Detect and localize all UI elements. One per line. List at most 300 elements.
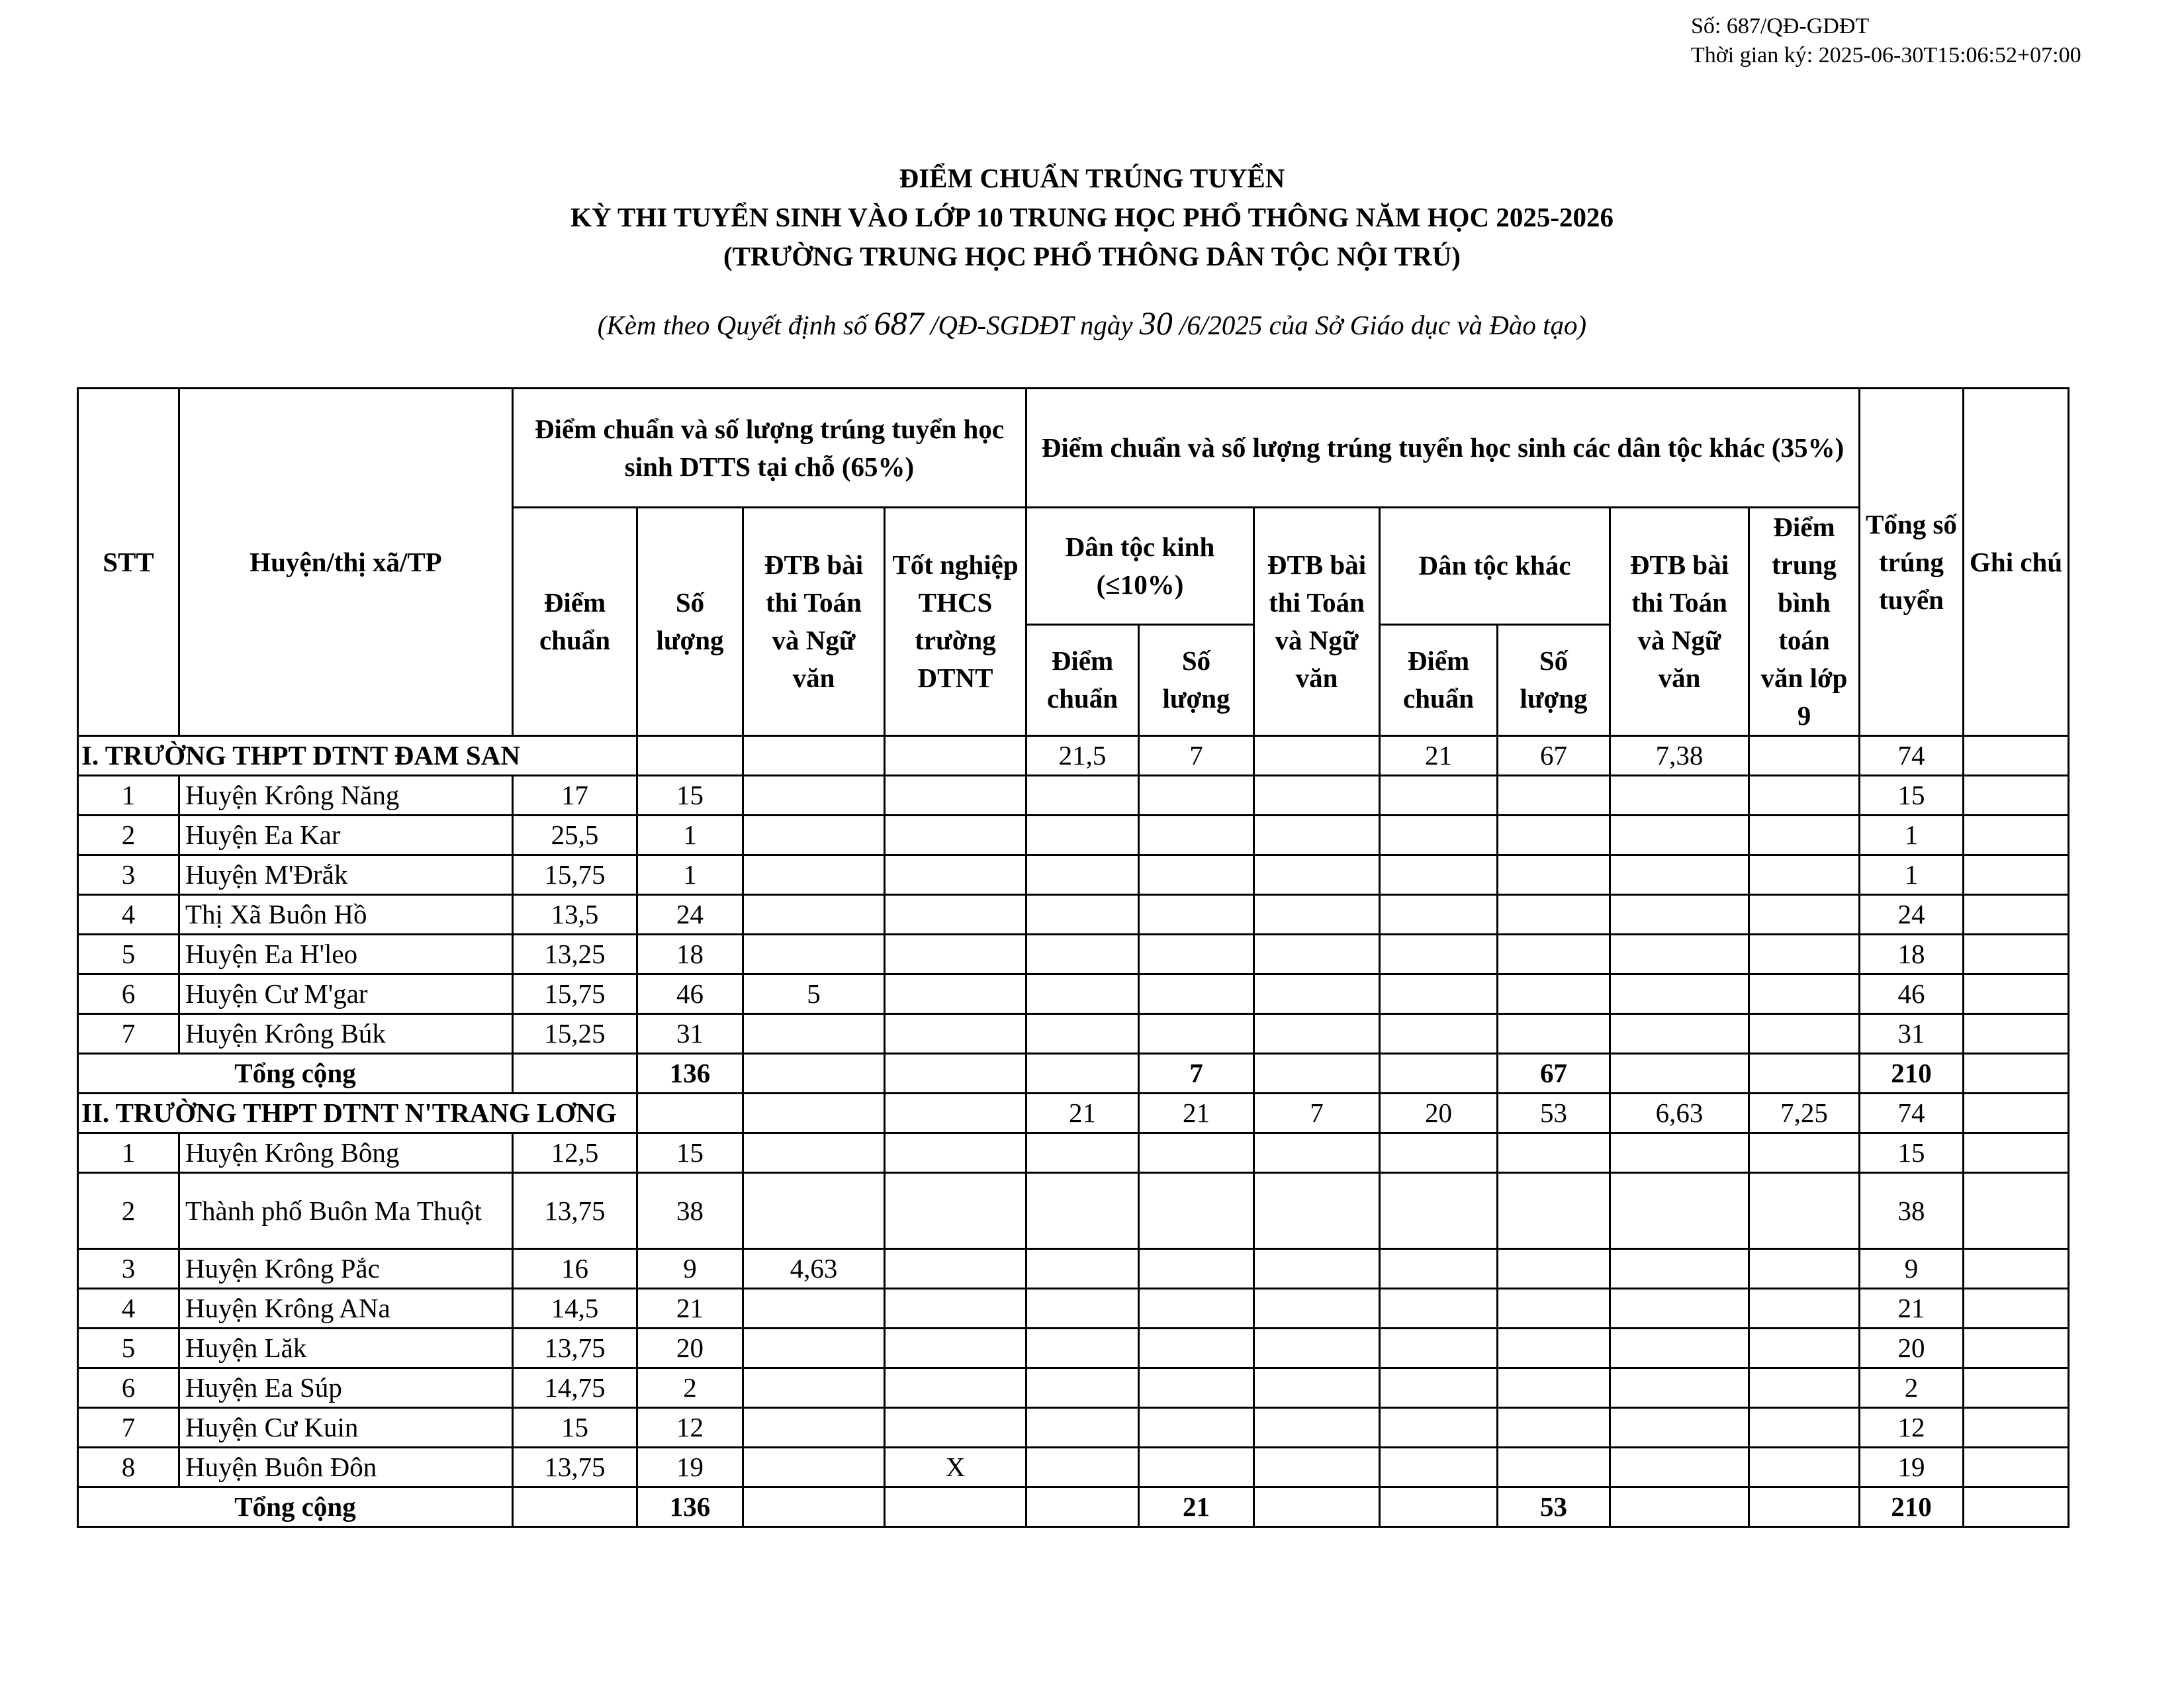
total-cell: 136 [637, 1487, 743, 1527]
total-cell [1610, 1487, 1749, 1527]
table-cell [1254, 736, 1380, 776]
header-kinh-diem: Điểm chuẩn [1026, 624, 1139, 735]
table-cell [1749, 895, 1860, 935]
table-cell [743, 736, 885, 776]
table-cell [1610, 1289, 1749, 1329]
header-dtb: ĐTB bài thi Toán và Ngữ văn [743, 508, 885, 736]
table-row [78, 1249, 2069, 1289]
row-stt: 8 [78, 1448, 179, 1487]
table-cell: 6,63 [1610, 1094, 1749, 1133]
header-stt: STT [78, 389, 179, 736]
table-cell [1498, 816, 1610, 855]
table-row [78, 1173, 2069, 1249]
table-cell [1026, 974, 1139, 1014]
table-cell [1026, 1249, 1139, 1289]
table-cell [1139, 974, 1254, 1014]
table-cell [1498, 935, 1610, 974]
header-kinh: Dân tộc kinh (≤10%) [1026, 508, 1254, 625]
table-body [78, 736, 2069, 1527]
table-cell: 17 [513, 776, 637, 816]
table-cell: 9 [1860, 1249, 1964, 1289]
table-cell [1964, 855, 2069, 895]
table-cell [1964, 1289, 2069, 1329]
table-cell [1026, 776, 1139, 816]
row-stt: 7 [78, 1408, 179, 1448]
table-cell [1026, 1014, 1139, 1054]
table-cell [1380, 855, 1498, 895]
table-cell [885, 1289, 1026, 1329]
table-cell [1498, 1448, 1610, 1487]
table-cell [1964, 736, 2069, 776]
title-line-2: KỲ THI TUYỂN SINH VÀO LỚP 10 TRUNG HỌC PHỔ THÔNG NĂM HỌC 2025-2026 [570, 202, 1614, 232]
table-cell [1139, 895, 1254, 935]
table-cell [1139, 935, 1254, 974]
table-cell [1254, 935, 1380, 974]
table-cell: 21 [1380, 736, 1498, 776]
table-cell [1139, 1408, 1254, 1448]
table-row [78, 895, 2069, 935]
table-cell: 53 [1498, 1094, 1610, 1133]
table-row [78, 1133, 2069, 1173]
table-cell [1380, 776, 1498, 816]
table-cell: 15 [1860, 1133, 1964, 1173]
table-cell [1749, 1133, 1860, 1173]
table-cell: 5 [743, 974, 885, 1014]
table-cell [1964, 895, 2069, 935]
table-cell [1498, 1173, 1610, 1249]
row-district: Thị Xã Buôn Hồ [179, 895, 513, 935]
table-cell [1498, 1408, 1610, 1448]
header-note: Ghi chú [1964, 389, 2069, 736]
table-cell: 15 [1860, 776, 1964, 816]
decision-no: 687 [874, 305, 924, 342]
total-cell: 210 [1860, 1487, 1964, 1527]
table-cell: 4,63 [743, 1249, 885, 1289]
total-cell [743, 1487, 885, 1527]
row-district: Huyện Buôn Đôn [179, 1448, 513, 1487]
table-cell [1964, 935, 2069, 974]
total-cell: 7 [1139, 1054, 1254, 1094]
total-cell [1026, 1487, 1139, 1527]
table-cell [1498, 974, 1610, 1014]
table-cell [1964, 1329, 2069, 1368]
table-cell [1254, 1368, 1380, 1408]
table-cell [1254, 1133, 1380, 1173]
total-cell [1964, 1054, 2069, 1094]
table-cell [1254, 1249, 1380, 1289]
table-cell [1964, 1368, 2069, 1408]
total-cell [513, 1054, 637, 1094]
total-cell: 136 [637, 1054, 743, 1094]
table-cell: 20 [1380, 1094, 1498, 1133]
row-district: Huyện Cư Kuin [179, 1408, 513, 1448]
table-cell: 15,75 [513, 855, 637, 895]
table-cell: 13,75 [513, 1329, 637, 1368]
table-cell: 9 [637, 1249, 743, 1289]
table-cell: 31 [637, 1014, 743, 1054]
row-stt: 2 [78, 1173, 179, 1249]
table-cell [1380, 974, 1498, 1014]
decision-reference [0, 304, 2184, 342]
table-cell [743, 1448, 885, 1487]
total-cell [885, 1054, 1026, 1094]
table-cell [1498, 1014, 1610, 1054]
table-cell [1380, 1368, 1498, 1408]
table-cell: 25,5 [513, 816, 637, 855]
table-cell [885, 1408, 1026, 1448]
row-district: Huyện Krông ANa [179, 1289, 513, 1329]
table-cell [1749, 816, 1860, 855]
table-cell [1139, 1329, 1254, 1368]
table-cell [1380, 816, 1498, 855]
table-cell [1498, 1249, 1610, 1289]
table-cell: 15,75 [513, 974, 637, 1014]
table-cell: 18 [1860, 935, 1964, 974]
table-cell [1380, 895, 1498, 935]
total-cell: 67 [1498, 1054, 1610, 1094]
total-cell [513, 1487, 637, 1527]
table-cell [1139, 855, 1254, 895]
table-cell [1749, 1289, 1860, 1329]
table-cell [885, 855, 1026, 895]
table-cell: 12 [1860, 1408, 1964, 1448]
table-cell [1254, 855, 1380, 895]
table-cell [743, 895, 885, 935]
table-cell [1964, 1133, 2069, 1173]
table-cell [743, 1094, 885, 1133]
header-district: Huyện/thị xã/TP [179, 389, 513, 736]
table-cell: 20 [637, 1329, 743, 1368]
table-cell [1026, 1289, 1139, 1329]
table-cell [1026, 895, 1139, 935]
table-cell: 67 [1498, 736, 1610, 776]
header-group-other: Điểm chuẩn và số lượng trúng tuyển học sinh các dân tộc khác (35%) [1026, 389, 1860, 508]
table-cell [1964, 1448, 2069, 1487]
table-cell [1026, 1448, 1139, 1487]
table-cell [1749, 935, 1860, 974]
table-cell: 15 [637, 776, 743, 816]
table-cell [1139, 776, 1254, 816]
table-row [78, 935, 2069, 974]
table-cell [1026, 1408, 1139, 1448]
decision-suffix: /6/2025 của Sở Giáo dục và Đào tạo) [1172, 310, 1587, 340]
table-cell [743, 1289, 885, 1329]
table-cell [885, 1014, 1026, 1054]
total-cell: 53 [1498, 1487, 1610, 1527]
table-cell [1610, 1249, 1749, 1289]
table-cell: 74 [1860, 736, 1964, 776]
table-cell [743, 1173, 885, 1249]
header-kinh-so-luong: Số lượng [1139, 624, 1254, 735]
table-cell [1610, 776, 1749, 816]
row-stt: 6 [78, 1368, 179, 1408]
table-cell [1254, 1329, 1380, 1368]
title-line-1: ĐIỂM CHUẨN TRÚNG TUYỂN [899, 163, 1285, 193]
table-cell: 21 [1026, 1094, 1139, 1133]
table-cell: 18 [637, 935, 743, 974]
header-khac-so-luong: Số lượng [1498, 624, 1610, 735]
table-cell [885, 974, 1026, 1014]
table-cell [743, 1014, 885, 1054]
table-cell: 7,25 [1749, 1094, 1860, 1133]
table-cell [743, 1408, 885, 1448]
header-dtb-khac: ĐTB bài thi Toán và Ngữ văn [1610, 508, 1749, 736]
table-cell: 15,25 [513, 1014, 637, 1054]
table-cell: 1 [1860, 855, 1964, 895]
table-cell [1139, 1014, 1254, 1054]
row-district: Huyện Lăk [179, 1329, 513, 1368]
table-cell: 46 [1860, 974, 1964, 1014]
header-khac-diem: Điểm chuẩn [1380, 624, 1498, 735]
table-cell: 2 [637, 1368, 743, 1408]
digital-signature-stamp [1691, 12, 2081, 70]
row-stt: 3 [78, 1249, 179, 1289]
table-cell [1026, 1329, 1139, 1368]
table-cell: 2 [1860, 1368, 1964, 1408]
total-cell [1026, 1054, 1139, 1094]
row-district: Huyện Krông Búk [179, 1014, 513, 1054]
table-cell [1749, 1014, 1860, 1054]
table-cell [885, 816, 1026, 855]
table-cell [1610, 1014, 1749, 1054]
table-cell: 13,75 [513, 1173, 637, 1249]
table-cell [885, 1173, 1026, 1249]
row-stt: 4 [78, 1289, 179, 1329]
header-tot-nghiep: Tốt nghiệp THCS trường DTNT [885, 508, 1026, 736]
total-cell: 210 [1860, 1054, 1964, 1094]
total-cell [1610, 1054, 1749, 1094]
table-cell: 21 [1860, 1289, 1964, 1329]
table-cell [637, 1094, 743, 1133]
table-cell [885, 895, 1026, 935]
table-cell [1498, 1133, 1610, 1173]
total-cell [1254, 1054, 1380, 1094]
table-cell [1139, 1368, 1254, 1408]
table-cell [1026, 935, 1139, 974]
row-district: Thành phố Buôn Ma Thuột [179, 1173, 513, 1249]
table-cell [1139, 1173, 1254, 1249]
total-cell [1380, 1487, 1498, 1527]
section-name: II. TRƯỜNG THPT DTNT N'TRANG LƠNG [78, 1094, 637, 1133]
table-cell: 13,25 [513, 935, 637, 974]
table-cell [1380, 1408, 1498, 1448]
table-row [78, 1014, 2069, 1054]
row-stt: 1 [78, 1133, 179, 1173]
section-row [78, 1094, 2069, 1133]
table-cell [1610, 1448, 1749, 1487]
table-cell [1380, 1329, 1498, 1368]
table-cell [743, 935, 885, 974]
table-cell [1749, 974, 1860, 1014]
table-cell: X [885, 1448, 1026, 1487]
total-cell: 21 [1139, 1487, 1254, 1527]
table-cell [637, 736, 743, 776]
table-cell [1139, 816, 1254, 855]
table-cell [1610, 1368, 1749, 1408]
total-row [78, 1054, 2069, 1094]
row-stt: 3 [78, 855, 179, 895]
row-district: Huyện Krông Năng [179, 776, 513, 816]
signed-time: Thời gian ký: 2025-06-30T15:06:52+07:00 [1691, 43, 2081, 68]
total-cell [1964, 1487, 2069, 1527]
table-cell: 21 [1139, 1094, 1254, 1133]
table-row [78, 1408, 2069, 1448]
table-cell: 15 [513, 1408, 637, 1448]
table-cell [1610, 1329, 1749, 1368]
table-row [78, 816, 2069, 855]
table-cell [1749, 855, 1860, 895]
table-row [78, 974, 2069, 1014]
table-cell [1254, 1448, 1380, 1487]
decision-mid: /QĐ-SGDĐT ngày [923, 310, 1140, 340]
total-cell [1749, 1054, 1860, 1094]
table-cell [1254, 776, 1380, 816]
table-cell: 7 [1139, 736, 1254, 776]
row-stt: 4 [78, 895, 179, 935]
row-stt: 5 [78, 1329, 179, 1368]
table-cell [1749, 1408, 1860, 1448]
table-cell [885, 736, 1026, 776]
table-cell: 74 [1860, 1094, 1964, 1133]
section-row [78, 736, 2069, 776]
row-stt: 6 [78, 974, 179, 1014]
table-cell: 20 [1860, 1329, 1964, 1368]
table-cell [1254, 1289, 1380, 1329]
table-cell: 13,5 [513, 895, 637, 935]
table-cell: 14,75 [513, 1368, 637, 1408]
admission-score-table [77, 387, 2070, 1528]
table-cell [1498, 855, 1610, 895]
table-cell: 19 [1860, 1448, 1964, 1487]
table-cell: 31 [1860, 1014, 1964, 1054]
total-cell [743, 1054, 885, 1094]
row-district: Huyện Ea Kar [179, 816, 513, 855]
table-row [78, 1368, 2069, 1408]
table-cell: 1 [1860, 816, 1964, 855]
table-cell [885, 1368, 1026, 1408]
table-cell: 24 [637, 895, 743, 935]
title-line-3: (TRƯỜNG TRUNG HỌC PHỔ THÔNG DÂN TỘC NỘI TRÚ) [723, 241, 1461, 271]
table-row [78, 776, 2069, 816]
table-cell [1026, 1173, 1139, 1249]
table-cell: 38 [1860, 1173, 1964, 1249]
table-cell [743, 1329, 885, 1368]
table-cell [1964, 1408, 2069, 1448]
table-cell [1254, 1173, 1380, 1249]
table-cell [1380, 1173, 1498, 1249]
table-cell [1380, 1014, 1498, 1054]
table-cell [1139, 1133, 1254, 1173]
table-cell [885, 1249, 1026, 1289]
table-cell [1139, 1249, 1254, 1289]
table-cell [1964, 974, 2069, 1014]
table-cell: 12 [637, 1408, 743, 1448]
header-total: Tổng số trúng tuyển [1860, 389, 1964, 736]
table-cell [743, 855, 885, 895]
row-stt: 2 [78, 816, 179, 855]
row-district: Huyện Cư M'gar [179, 974, 513, 1014]
table-row [78, 855, 2069, 895]
table-cell [1026, 855, 1139, 895]
row-district: Huyện Ea Súp [179, 1368, 513, 1408]
table-cell [743, 776, 885, 816]
table-cell [1254, 895, 1380, 935]
table-cell [1610, 1173, 1749, 1249]
decision-prefix: (Kèm theo Quyết định số [597, 310, 874, 340]
table-cell: 21,5 [1026, 736, 1139, 776]
table-cell [1964, 1094, 2069, 1133]
table-row [78, 1289, 2069, 1329]
table-cell [1964, 1014, 2069, 1054]
table-cell [1139, 1448, 1254, 1487]
header-group-local: Điểm chuẩn và số lượng trúng tuyển học sinh DTTS tại chỗ (65%) [513, 389, 1026, 508]
table-cell: 12,5 [513, 1133, 637, 1173]
table-cell [1498, 1329, 1610, 1368]
total-cell [1254, 1487, 1380, 1527]
total-cell [1749, 1487, 1860, 1527]
table-cell: 46 [637, 974, 743, 1014]
decision-number: Số: 687/QĐ-GDĐT [1691, 14, 1870, 38]
header-diem-chuan: Điểm chuẩn [513, 508, 637, 736]
table-cell [1610, 974, 1749, 1014]
table-cell: 1 [637, 855, 743, 895]
header-khac: Dân tộc khác [1380, 508, 1610, 625]
total-cell [1380, 1054, 1498, 1094]
row-stt: 7 [78, 1014, 179, 1054]
table-row [78, 1329, 2069, 1368]
total-cell [885, 1487, 1026, 1527]
table-cell [1380, 935, 1498, 974]
table-cell [1380, 1448, 1498, 1487]
table-cell [1498, 776, 1610, 816]
table-cell [1380, 1289, 1498, 1329]
row-district: Huyện Krông Bông [179, 1133, 513, 1173]
decision-day: 30 [1139, 305, 1173, 342]
table-cell [1749, 736, 1860, 776]
table-cell [1380, 1249, 1498, 1289]
table-cell [1026, 1368, 1139, 1408]
table-cell: 16 [513, 1249, 637, 1289]
table-cell [1498, 1289, 1610, 1329]
row-district: Huyện Ea H'leo [179, 935, 513, 974]
table-cell [1749, 1368, 1860, 1408]
table-cell [1749, 1448, 1860, 1487]
table-cell [1498, 895, 1610, 935]
table-cell: 7 [1254, 1094, 1380, 1133]
table-cell: 13,75 [513, 1448, 637, 1487]
table-cell [1749, 776, 1860, 816]
header-dtb-kinh: ĐTB bài thi Toán và Ngữ văn [1254, 508, 1380, 736]
table-cell [1610, 1133, 1749, 1173]
table-cell [885, 1094, 1026, 1133]
table-cell [1380, 1133, 1498, 1173]
table-cell [1610, 816, 1749, 855]
table-cell: 15 [637, 1133, 743, 1173]
table-cell [743, 1368, 885, 1408]
table-cell [1610, 855, 1749, 895]
row-district: Huyện Krông Pắc [179, 1249, 513, 1289]
table-cell [1749, 1329, 1860, 1368]
table-cell: 7,38 [1610, 736, 1749, 776]
table-cell: 14,5 [513, 1289, 637, 1329]
section-name: I. TRƯỜNG THPT DTNT ĐAM SAN [78, 736, 637, 776]
table-cell [885, 1133, 1026, 1173]
table-cell [1254, 974, 1380, 1014]
header-dtb-lop9: Điểm trung bình toán văn lớp 9 [1749, 508, 1860, 736]
total-label: Tổng cộng [78, 1054, 513, 1094]
table-cell [1254, 1408, 1380, 1448]
table-cell [1498, 1368, 1610, 1408]
